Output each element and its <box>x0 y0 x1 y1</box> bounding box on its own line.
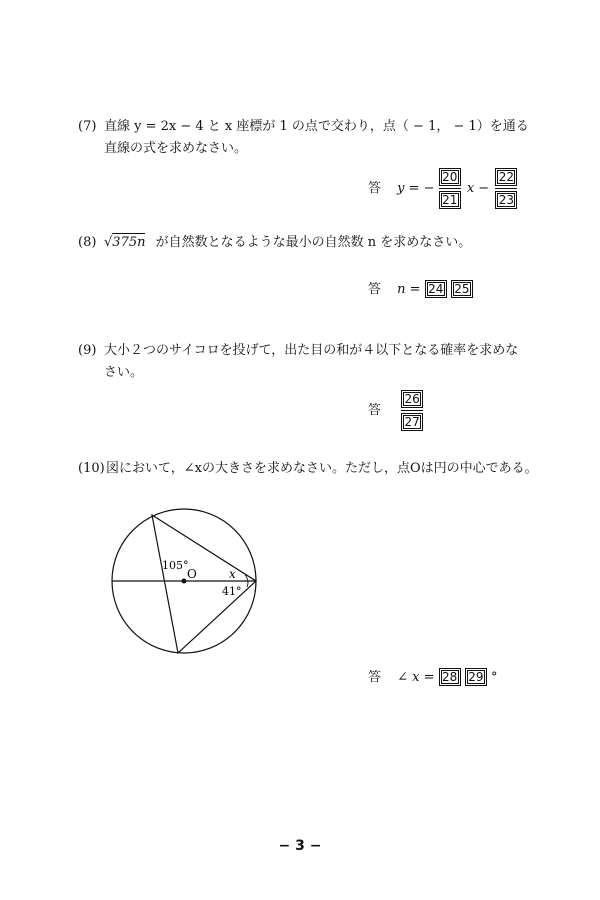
sqrt-content: 375n <box>112 235 146 250</box>
question-number: (8) <box>78 235 97 250</box>
answer-box-28[interactable]: 28 <box>439 668 461 686</box>
question-text-line1: 直線 y = 2x − 4 と x 座標が 1 の点で交わり，点（ − 1， − 1）を通る <box>104 119 529 134</box>
answer-9 <box>368 390 423 431</box>
answer-box-29[interactable]: 29 <box>465 668 487 686</box>
fraction-1 <box>439 168 461 209</box>
question-text-line2: さい。 <box>104 365 144 380</box>
question-text: が自然数となるような最小の自然数 n を求めなさい。 <box>155 235 472 250</box>
page-number: − 3 − <box>278 838 322 854</box>
answer-10 <box>368 666 497 686</box>
answer-box-25[interactable]: 25 <box>451 280 473 298</box>
angle-105-label: 105° <box>162 559 189 572</box>
angle-41-label: 41° <box>222 585 242 598</box>
answer-box-22[interactable]: 22 <box>495 168 517 186</box>
answer-8 <box>368 278 473 298</box>
question-7 <box>78 116 558 160</box>
question-number: (10) <box>78 461 105 476</box>
answer-label: 答 <box>368 403 382 418</box>
question-10 <box>78 458 558 480</box>
circle-figure <box>100 505 270 665</box>
answer-box-24[interactable]: 24 <box>425 280 447 298</box>
fraction <box>401 390 423 431</box>
degree-symbol: ° <box>490 670 498 685</box>
answer-lhs: y = − <box>397 181 435 196</box>
answer-mid: x − <box>466 181 490 196</box>
angle-x-label: x <box>229 567 236 581</box>
answer-label: 答 <box>368 282 382 297</box>
answer-box-21[interactable]: 21 <box>439 191 461 209</box>
answer-lhs: ∠ x = <box>397 670 435 685</box>
answer-box-26[interactable]: 26 <box>401 390 423 408</box>
answer-label: 答 <box>368 670 382 685</box>
question-text-line1: 大小２つのサイコロを投げて，出た目の和が４以下となる確率を求めな <box>104 343 519 358</box>
question-number: (9) <box>78 343 97 358</box>
question-number: (7) <box>78 119 97 134</box>
sqrt-symbol: √ <box>104 235 113 250</box>
center-label: O <box>187 567 197 581</box>
question-8 <box>78 232 558 254</box>
fraction-2 <box>495 168 517 209</box>
answer-box-20[interactable]: 20 <box>439 168 461 186</box>
question-text-line2: 直線の式を求めなさい。 <box>104 141 248 156</box>
question-text: 図において，∠xの大きさを求めなさい。ただし，点Oは円の中心である。 <box>106 461 538 476</box>
answer-7 <box>368 168 517 209</box>
question-9 <box>78 340 558 384</box>
answer-box-27[interactable]: 27 <box>401 413 423 431</box>
answer-label: 答 <box>368 181 382 196</box>
answer-box-23[interactable]: 23 <box>495 191 517 209</box>
center-point <box>182 579 187 584</box>
answer-lhs: n = <box>397 282 421 297</box>
